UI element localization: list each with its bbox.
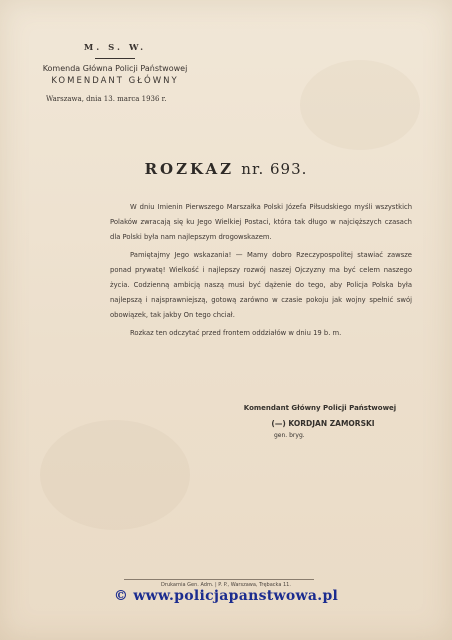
printer-imprint: Drukarnia Gen. Adm. | P. P., Warszawa, Trębacka 11. xyxy=(161,582,291,588)
letterhead-rule xyxy=(95,58,135,59)
letterhead xyxy=(20,43,210,104)
paper-stain xyxy=(40,420,190,530)
signature-block xyxy=(200,404,440,439)
website-watermark: © www.policjapanstwowa.pl xyxy=(113,588,339,604)
signatory-title: Komendant Główny Policji Państwowej xyxy=(243,404,397,412)
body-paragraph: W dniu Imienin Pierwszego Marszałka Polski Józefa Piłsudskiego myśli wszystkich Polaków zwracają się ku Jego Wielkiej Postaci, która tak długo w najcięższych czasach dla Polski była nam najlepszym drogowskazem. xyxy=(110,203,412,242)
signatory-rank: gen. bryg. xyxy=(274,432,305,439)
document-title xyxy=(0,160,452,178)
title-number: nr. 693. xyxy=(241,160,308,178)
order-body xyxy=(110,200,412,343)
organization-name: Komenda Główna Policji Państwowej xyxy=(42,63,188,73)
chief-title: KOMENDANT GŁÓWNY xyxy=(51,75,179,86)
body-paragraph: Pamiętajmy Jego wskazania! — Mamy dobro Rzeczypospolitej stawiać zawsze ponad prywatę! Wielkość i najlepszy rozwój naszej Ojczyzny ma być celem naszego życia. Codzienną ambicją naszą musi być dążenie do tego, aby Policja Polska była najlepszą i najsprawniejszą, gotową zarówno w czasie pokoju jak wojny spełnić swój obowiązek, tak jakby On tego chciał. xyxy=(110,250,412,320)
title-word: ROZKAZ xyxy=(144,160,235,178)
paper-stain xyxy=(300,60,420,150)
signatory-name: (—) KORDJAN ZAMORSKI xyxy=(271,419,375,428)
body-paragraph: Rozkaz ten odczytać przed frontem oddziałów w dniu 19 b. m. xyxy=(130,328,342,337)
ministry-abbrev: M. S. W. xyxy=(83,43,147,53)
footer-rule xyxy=(124,579,314,580)
date-line: Warszawa, dnia 13. marca 1936 r. xyxy=(46,95,167,104)
